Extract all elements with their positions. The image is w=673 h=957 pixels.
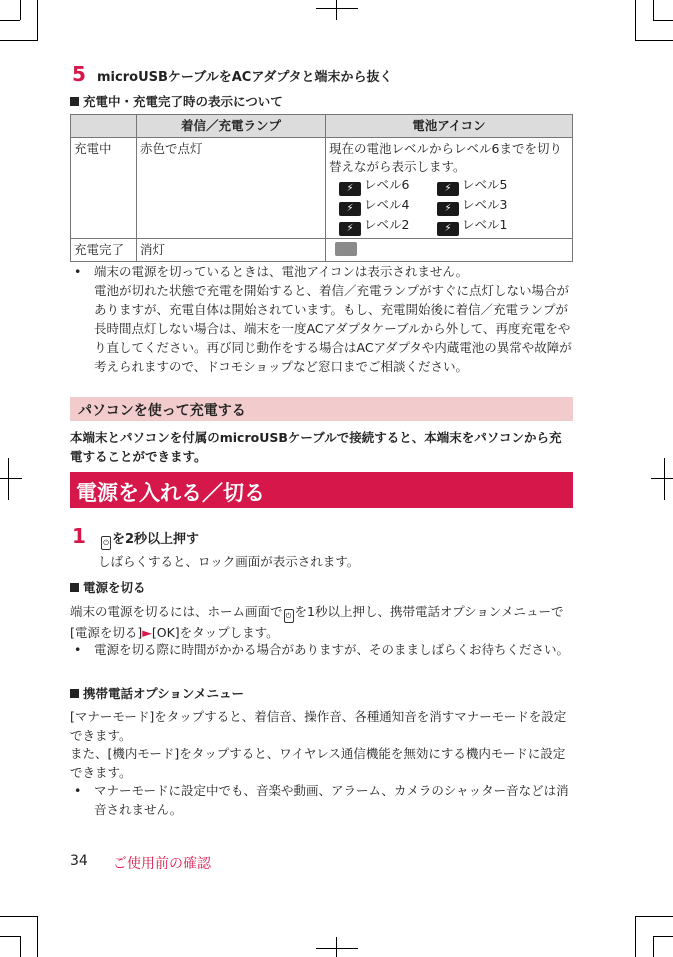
crop-mark [0,20,20,21]
step-5 [72,62,393,86]
crop-mark [0,478,22,479]
table-header: 電池アイコン [326,115,573,138]
power-key-icon: ⏻ [284,609,294,623]
crop-mark [635,916,673,917]
square-bullet-icon [70,689,79,698]
crop-mark [635,916,636,957]
footer-section: ご使用前の確認 [113,856,211,872]
table-cell: 充電完了 [71,239,137,262]
list-item: • 端末の電源を切っているときは、電池アイコンは表示されません。 [74,264,469,279]
option-menu-heading: 携帯電話オプションメニュー [70,684,244,702]
battery-levels: ⚡ レベル6 ⚡ レベル5 ⚡ レベル4 ⚡ レベル3 ⚡ レベル2 ⚡ レベル1 [329,176,569,236]
step-1 [72,524,199,550]
step-title: を2秒以上押す [112,532,200,547]
section-title: パソコンを使って充電する [78,403,246,419]
battery-charging-icon: ⚡ [339,202,361,216]
step-number: 5 [72,62,86,86]
battery-description: 現在の電池レベルからレベル6までを切り替えながら表示します。 [329,141,562,174]
crop-mark [664,458,665,500]
pc-charge-section-bar [70,397,573,421]
crop-mark [653,936,654,957]
table-cell: 充電中 [71,138,137,239]
battery-full-icon [335,242,357,256]
crop-mark [635,40,673,41]
crop-mark [20,0,21,20]
crop-mark [653,0,654,20]
crop-mark [8,458,9,500]
crop-mark [653,20,673,21]
crop-mark [37,916,38,957]
square-bullet-icon [70,97,79,106]
list-item: • 電源を切る際に時間がかかる場合がありますが、そのまましばらくお待ちください。 [74,642,570,657]
option-menu-notes [70,781,573,819]
crop-mark [0,936,20,937]
charge-notes [70,262,573,376]
power-off-heading: 電源を切る [70,578,146,596]
crop-mark [0,40,38,41]
table-cell [326,138,573,239]
crop-mark [37,0,38,40]
arrow-right-icon: ► [142,625,152,640]
crop-mark [0,916,38,917]
table-header-row [71,115,573,138]
battery-charging-icon: ⚡ [437,202,459,216]
crop-mark [20,936,21,957]
option-menu-p2: また、[機内モード]をタップすると、ワイヤレス通信機能を無効にする機内モードに設定できます。 [70,746,566,780]
crop-mark [336,0,337,20]
charge-status-heading: 充電中・充電完了時の表示について [70,92,283,110]
step-number: 1 [72,524,86,548]
battery-charging-icon: ⚡ [437,182,459,196]
battery-charging-icon: ⚡ [339,222,361,236]
charge-status-table [70,114,573,262]
crop-mark [653,936,673,937]
table-cell: 赤色で点灯 [137,138,326,239]
table-header: 着信／充電ランプ [137,115,326,138]
power-key-icon: ⏻ [101,536,111,550]
table-cell: 消灯 [137,239,326,262]
crop-mark [316,8,358,9]
step-title: microUSBケーブルをACアダプタと端末から抜く [97,70,393,85]
crop-mark [316,948,358,949]
step-1-desc: しばらくすると、ロック画面が表示されます。 [98,554,360,569]
battery-charging-icon: ⚡ [339,182,361,196]
battery-charging-icon: ⚡ [437,222,459,236]
list-item: 電池が切れた状態で充電を開始すると、着信／充電ランプがすぐに点灯しない場合がありますが、充電自体は開始されています。もし、充電開始後に着信／充電ランプが長時間点灯しない場合は、端末を一度ACアダプタケーブルから外して、再度充電をやり直してください。再び同じ動作をする場合はACアダプタや内蔵電池の異常や故障が考えられますので、ドコモショップなど窓口までご相談ください。 [94,283,572,374]
table-header [71,115,137,138]
table-row [71,239,573,262]
table-cell [326,239,573,262]
crop-mark [651,478,673,479]
page-number: 34 [70,853,88,869]
power-off-notes [70,640,573,659]
table-row [71,138,573,239]
power-off-text: 端末の電源を切るには、ホーム画面で ⏻ を1秒以上押し、携帯電話オプションメニューで[電源を切る]►[OK]をタップします。 [70,604,564,640]
pc-charge-text: 本端末とパソコンを付属のmicroUSBケーブルで接続すると、本端末をパソコンから充電することができます。 [70,430,562,464]
list-item: • マナーモードに設定中でも、音楽や動画、アラーム、カメラのシャッター音などは消音されません。 [74,783,569,817]
square-bullet-icon [70,583,79,592]
crop-mark [336,937,337,957]
section-title: 電源を入れる／切る [76,481,265,505]
option-menu-p1: [マナーモード]をタップすると、着信音、操作音、各種通知音を消すマナーモードを設定できます。 [70,709,567,743]
power-section-bar [70,472,573,508]
crop-mark [635,0,636,40]
